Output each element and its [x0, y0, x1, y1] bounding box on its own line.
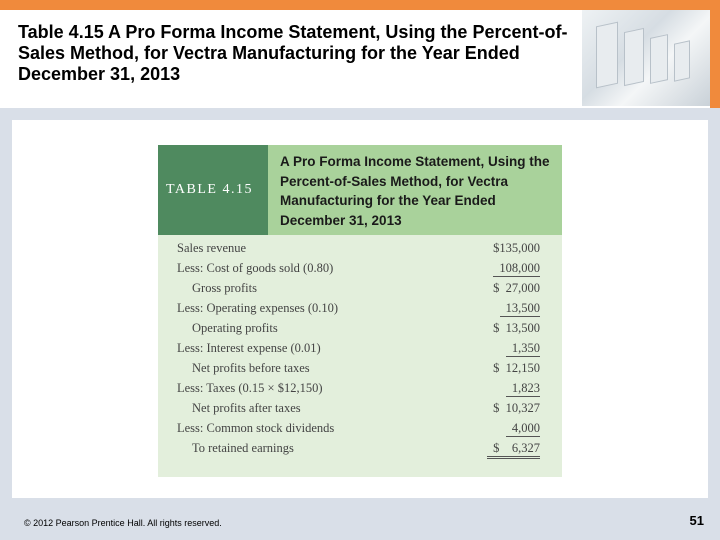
table-row: [158, 279, 562, 299]
table-row: [158, 419, 562, 439]
table-row: [158, 439, 562, 459]
row-value: $ 27,000: [493, 281, 540, 295]
row-label: Net profits before taxes: [192, 361, 310, 375]
row-value: $ 6,327: [487, 441, 540, 459]
table-row: [158, 399, 562, 419]
table-number-label: TABLE 4.15: [158, 145, 268, 235]
row-label: Sales revenue: [177, 241, 247, 255]
page-number: 51: [689, 513, 704, 528]
income-statement-table: [158, 145, 562, 477]
slide-title: Table 4.15 A Pro Forma Income Statement, Using the Percent-of-Sales Method, for Vectra Manufacturing for the Year Ended December 31, 2013: [18, 22, 568, 84]
row-value: $135,000: [493, 241, 540, 255]
conference-room-photo: [582, 10, 710, 106]
table-row: [158, 359, 562, 379]
row-value: 1,350: [506, 341, 540, 357]
row-value: 4,000: [506, 421, 540, 437]
table-row: [158, 339, 562, 359]
row-label: To retained earnings: [192, 441, 294, 455]
table-row: [158, 379, 562, 399]
row-value: $ 12,150: [493, 361, 540, 375]
row-value: $ 13,500: [493, 321, 540, 335]
top-accent-bar: [0, 0, 720, 10]
row-value: 108,000: [493, 261, 540, 277]
row-label: Less: Interest expense (0.01): [177, 341, 321, 355]
copyright-footer: © 2012 Pearson Prentice Hall. All rights reserved.: [24, 518, 222, 528]
row-value: 1,823: [506, 381, 540, 397]
row-value: 13,500: [500, 301, 540, 317]
table-row: [158, 239, 562, 259]
row-label: Net profits after taxes: [192, 401, 301, 415]
row-value: $ 10,327: [493, 401, 540, 415]
row-label: Less: Operating expenses (0.10): [177, 301, 339, 315]
table-rows: [158, 239, 562, 459]
row-label: Less: Taxes (0.15 × $12,150): [177, 381, 323, 395]
row-label: Less: Common stock dividends: [177, 421, 335, 435]
table-row: [158, 259, 562, 279]
table-title: A Pro Forma Income Statement, Using the Percent-of-Sales Method, for Vectra Manufacturing for the Year Ended December 31, 2013: [280, 154, 550, 228]
table-row: [158, 319, 562, 339]
table-header: [268, 145, 562, 235]
row-label: Less: Cost of goods sold (0.80): [177, 261, 334, 275]
row-label: Operating profits: [192, 321, 278, 335]
table-row: [158, 299, 562, 319]
row-label: Gross profits: [192, 281, 257, 295]
